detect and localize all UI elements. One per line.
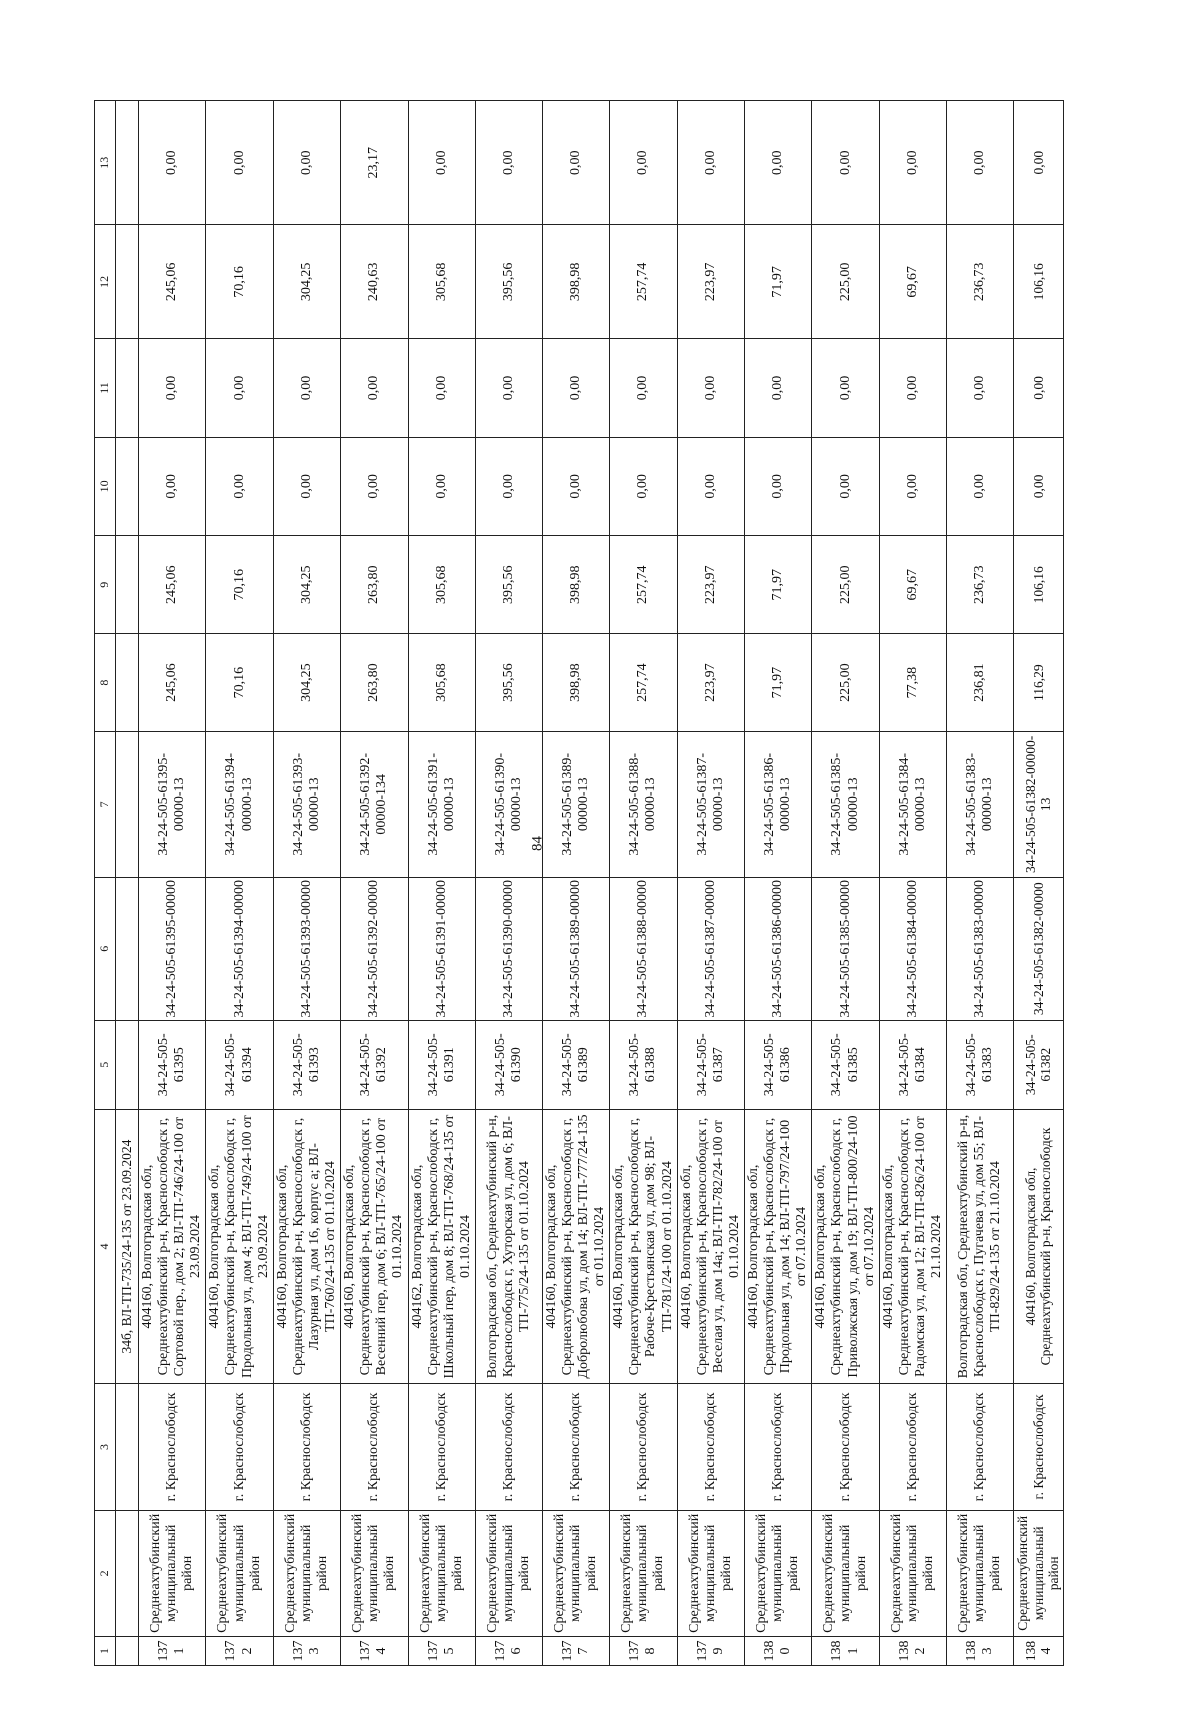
value-col-12: 236,73 bbox=[947, 225, 1014, 339]
address-cell: 404160, Волгоградская обл, Среднеахтубинский р-н, Краснослободск г, Продольная ул, дом 4; ВЛ-ТП-749/24-100 от 23.09.2024 bbox=[206, 1109, 273, 1383]
table-row bbox=[610, 101, 677, 1666]
district-cell: Среднеахтубинский муниципальный район bbox=[408, 1510, 475, 1636]
district-cell: Среднеахтубинский муниципальный район bbox=[542, 1510, 609, 1636]
value-col-9: 71,97 bbox=[745, 536, 812, 634]
table-row bbox=[1014, 101, 1064, 1666]
full-code-cell: 34-24-505-61391-00000-13 bbox=[408, 731, 475, 877]
cadastral-cell: 34-24-505-61386-00000 bbox=[745, 877, 812, 1020]
table-row bbox=[947, 101, 1014, 1666]
value-col-12: 304,25 bbox=[273, 225, 340, 339]
code-cell: 34-24-505-61395 bbox=[139, 1020, 206, 1109]
value-col-13: 0,00 bbox=[610, 101, 677, 225]
district-cell: Среднеахтубинский муниципальный район bbox=[341, 1510, 408, 1636]
row-number: 1383 bbox=[947, 1637, 1014, 1666]
data-table bbox=[94, 100, 1064, 1666]
full-code-cell: 34-24-505-61395-00000-13 bbox=[139, 731, 206, 877]
full-code-cell: 34-24-505-61382-00000-13 bbox=[1014, 731, 1064, 877]
full-code-cell: 34-24-505-61384-00000-13 bbox=[879, 731, 946, 877]
value-col-11: 0,00 bbox=[341, 339, 408, 437]
table-row bbox=[745, 101, 812, 1666]
cadastral-cell: 34-24-505-61387-00000 bbox=[677, 877, 744, 1020]
column-number-10: 10 bbox=[95, 437, 116, 535]
value-col-10: 0,00 bbox=[879, 437, 946, 535]
full-code-cell: 34-24-505-61386-00000-13 bbox=[745, 731, 812, 877]
row-number: 1372 bbox=[206, 1637, 273, 1666]
value-col-12: 69,67 bbox=[879, 225, 946, 339]
value-col-10: 0,00 bbox=[610, 437, 677, 535]
column-number-13: 13 bbox=[95, 101, 116, 225]
value-col-9: 225,00 bbox=[812, 536, 879, 634]
value-col-10: 0,00 bbox=[745, 437, 812, 535]
code-cell: 34-24-505-61389 bbox=[542, 1020, 609, 1109]
value-col-13: 0,00 bbox=[542, 101, 609, 225]
value-col-8: 398,98 bbox=[542, 634, 609, 731]
value-col-8: 395,56 bbox=[475, 634, 542, 731]
district-cell: Среднеахтубинский муниципальный район bbox=[475, 1510, 542, 1636]
value-col-12: 71,97 bbox=[745, 225, 812, 339]
code-cell: 34-24-505-61387 bbox=[677, 1020, 744, 1109]
value-col-11: 0,00 bbox=[745, 339, 812, 437]
column-number-9: 9 bbox=[95, 536, 116, 634]
table-row bbox=[677, 101, 744, 1666]
value-col-12: 225,00 bbox=[812, 225, 879, 339]
value-col-10: 0,00 bbox=[273, 437, 340, 535]
full-code-cell: 34-24-505-61392-00000-134 bbox=[341, 731, 408, 877]
code-cell: 34-24-505-61383 bbox=[947, 1020, 1014, 1109]
settlement-cell: г. Краснослободск bbox=[542, 1384, 609, 1510]
cadastral-cell: 34-24-505-61390-00000 bbox=[475, 877, 542, 1020]
address-cell: 404160, Волгоградская обл, Среднеахтубинский р-н, Краснослободск г, Приволжская ул, дом 19; ВЛ-ТП-800/24-100 от 07.10.2024 bbox=[812, 1109, 879, 1383]
value-col-11: 0,00 bbox=[677, 339, 744, 437]
value-col-8: 116,29 bbox=[1014, 634, 1064, 731]
value-col-11: 0,00 bbox=[610, 339, 677, 437]
table-row bbox=[341, 101, 408, 1666]
settlement-cell: г. Краснослободск bbox=[408, 1384, 475, 1510]
settlement-cell: г. Краснослободск bbox=[206, 1384, 273, 1510]
value-col-11: 0,00 bbox=[812, 339, 879, 437]
value-col-10: 0,00 bbox=[947, 437, 1014, 535]
value-col-9: 304,25 bbox=[273, 536, 340, 634]
column-number-12: 12 bbox=[95, 225, 116, 339]
column-number-11: 11 bbox=[95, 339, 116, 437]
full-code-cell: 34-24-505-61393-00000-13 bbox=[273, 731, 340, 877]
code-cell: 34-24-505-61388 bbox=[610, 1020, 677, 1109]
value-col-9: 398,98 bbox=[542, 536, 609, 634]
value-col-11: 0,00 bbox=[206, 339, 273, 437]
table-row bbox=[408, 101, 475, 1666]
value-col-10: 0,00 bbox=[677, 437, 744, 535]
address-cell: 404160, Волгоградская обл, Среднеахтубинский р-н, Краснослободск г, Веселая ул, дом 14а; ВЛ-ТП-782/24-100 от 01.10.2024 bbox=[677, 1109, 744, 1383]
settlement-cell: г. Краснослободск bbox=[610, 1384, 677, 1510]
value-col-12: 398,98 bbox=[542, 225, 609, 339]
value-col-8: 71,97 bbox=[745, 634, 812, 731]
code-cell: 34-24-505-61393 bbox=[273, 1020, 340, 1109]
page-number: 84 bbox=[529, 836, 546, 851]
value-col-13: 0,00 bbox=[273, 101, 340, 225]
column-number-1: 1 bbox=[95, 1637, 116, 1666]
value-col-9: 69,67 bbox=[879, 536, 946, 634]
code-cell: 34-24-505-61386 bbox=[745, 1020, 812, 1109]
value-col-13: 0,00 bbox=[879, 101, 946, 225]
code-cell: 34-24-505-61390 bbox=[475, 1020, 542, 1109]
value-col-9: 223,97 bbox=[677, 536, 744, 634]
value-col-13: 0,00 bbox=[812, 101, 879, 225]
table-row bbox=[475, 101, 542, 1666]
column-number-4: 4 bbox=[95, 1109, 116, 1383]
address-cell: 404162, Волгоградская обл, Среднеахтубинский р-н, Краснослободск г, Школьный пер, дом 8; ВЛ-ТП-768/24-135 от 01.10.2024 bbox=[408, 1109, 475, 1383]
value-col-13: 23,17 bbox=[341, 101, 408, 225]
value-col-9: 305,68 bbox=[408, 536, 475, 634]
district-cell: Среднеахтубинский муниципальный район bbox=[812, 1510, 879, 1636]
value-col-10: 0,00 bbox=[475, 437, 542, 535]
row-number: 1384 bbox=[1014, 1637, 1064, 1666]
row-number: 1373 bbox=[273, 1637, 340, 1666]
settlement-cell: г. Краснослободск bbox=[475, 1384, 542, 1510]
value-col-9: 257,74 bbox=[610, 536, 677, 634]
district-cell: Среднеахтубинский муниципальный район bbox=[273, 1510, 340, 1636]
value-col-8: 304,25 bbox=[273, 634, 340, 731]
value-col-13: 0,00 bbox=[206, 101, 273, 225]
code-cell: 34-24-505-61382 bbox=[1014, 1020, 1064, 1109]
settlement-cell: г. Краснослободск bbox=[947, 1384, 1014, 1510]
column-number-8: 8 bbox=[95, 634, 116, 731]
cadastral-cell: 34-24-505-61391-00000 bbox=[408, 877, 475, 1020]
cadastral-cell: 34-24-505-61383-00000 bbox=[947, 877, 1014, 1020]
value-col-11: 0,00 bbox=[947, 339, 1014, 437]
settlement-cell: г. Краснослободск bbox=[341, 1384, 408, 1510]
cadastral-cell: 34-24-505-61384-00000 bbox=[879, 877, 946, 1020]
value-col-8: 257,74 bbox=[610, 634, 677, 731]
value-col-13: 0,00 bbox=[475, 101, 542, 225]
full-code-cell: 34-24-505-61390-00000-13 bbox=[475, 731, 542, 877]
cadastral-cell: 34-24-505-61389-00000 bbox=[542, 877, 609, 1020]
cadastral-cell: 34-24-505-61394-00000 bbox=[206, 877, 273, 1020]
value-col-12: 106,16 bbox=[1014, 225, 1064, 339]
value-col-8: 263,80 bbox=[341, 634, 408, 731]
value-col-12: 240,63 bbox=[341, 225, 408, 339]
full-code-cell: 34-24-505-61389-00000-13 bbox=[542, 731, 609, 877]
value-col-10: 0,00 bbox=[139, 437, 206, 535]
value-col-12: 257,74 bbox=[610, 225, 677, 339]
row-number: 1381 bbox=[812, 1637, 879, 1666]
column-number-6: 6 bbox=[95, 877, 116, 1020]
value-col-10: 0,00 bbox=[812, 437, 879, 535]
table-row bbox=[542, 101, 609, 1666]
value-col-8: 70,16 bbox=[206, 634, 273, 731]
row-number: 1374 bbox=[341, 1637, 408, 1666]
address-cell: 404160, Волгоградская обл, Среднеахтубинский р-н, Краснослободск г, Радомская ул, дом 12; ВЛ-ТП-826/24-100 от 21.10.2024 bbox=[879, 1109, 946, 1383]
address-cell: 404160, Волгоградская обл, Среднеахтубинский р-н, Краснослободск г, Добролюбова ул, дом 14; ВЛ-ТП-777/24-135 от 01.10.2024 bbox=[542, 1109, 609, 1383]
district-cell: Среднеахтубинский муниципальный район bbox=[139, 1510, 206, 1636]
cadastral-cell: 34-24-505-61382-00000 bbox=[1014, 877, 1064, 1020]
settlement-cell: г. Краснослободск bbox=[273, 1384, 340, 1510]
value-col-11: 0,00 bbox=[408, 339, 475, 437]
settlement-cell: г. Краснослободск bbox=[812, 1384, 879, 1510]
value-col-9: 263,80 bbox=[341, 536, 408, 634]
district-cell: Среднеахтубинский муниципальный район bbox=[947, 1510, 1014, 1636]
rotated-table-container bbox=[94, 100, 1134, 1666]
table-row bbox=[273, 101, 340, 1666]
value-col-8: 223,97 bbox=[677, 634, 744, 731]
row-number: 1371 bbox=[139, 1637, 206, 1666]
address-cell: 404160, Волгоградская обл, Среднеахтубинский р-н, Краснослободск bbox=[1014, 1109, 1064, 1383]
full-code-cell: 34-24-505-61385-00000-13 bbox=[812, 731, 879, 877]
value-col-10: 0,00 bbox=[408, 437, 475, 535]
district-cell: Среднеахтубинский муниципальный район bbox=[1014, 1510, 1064, 1636]
cadastral-cell: 34-24-505-61392-00000 bbox=[341, 877, 408, 1020]
row-number: 1379 bbox=[677, 1637, 744, 1666]
column-number-row bbox=[95, 101, 116, 1666]
address-cell: 404160, Волгоградская обл, Среднеахтубинский р-н, Краснослободск г, Сортовой пер., дом 2; ВЛ-ТП-746/24-100 от 23.09.2024 bbox=[139, 1109, 206, 1383]
district-cell: Среднеахтубинский муниципальный район bbox=[677, 1510, 744, 1636]
column-number-2: 2 bbox=[95, 1510, 116, 1636]
value-col-10: 0,00 bbox=[1014, 437, 1064, 535]
cadastral-cell: 34-24-505-61388-00000 bbox=[610, 877, 677, 1020]
value-col-12: 395,56 bbox=[475, 225, 542, 339]
full-code-cell: 34-24-505-61388-00000-13 bbox=[610, 731, 677, 877]
value-col-10: 0,00 bbox=[341, 437, 408, 535]
address-cell: 404160, Волгоградская обл, Среднеахтубинский р-н, Краснослободск г, Продольная ул, дом 14; ВЛ-ТП-797/24-100 от 07.10.2024 bbox=[745, 1109, 812, 1383]
row-number: 1378 bbox=[610, 1637, 677, 1666]
value-col-13: 0,00 bbox=[1014, 101, 1064, 225]
column-number-3: 3 bbox=[95, 1384, 116, 1510]
row-number: 1377 bbox=[542, 1637, 609, 1666]
value-col-10: 0,00 bbox=[542, 437, 609, 535]
value-col-8: 245,06 bbox=[139, 634, 206, 731]
value-col-9: 236,73 bbox=[947, 536, 1014, 634]
code-cell: 34-24-505-61392 bbox=[341, 1020, 408, 1109]
full-code-cell: 34-24-505-61387-00000-13 bbox=[677, 731, 744, 877]
value-col-12: 245,06 bbox=[139, 225, 206, 339]
row-number: 1376 bbox=[475, 1637, 542, 1666]
value-col-8: 305,68 bbox=[408, 634, 475, 731]
settlement-cell: г. Краснослободск bbox=[745, 1384, 812, 1510]
address-cell: Волгоградская обл, Среднеахтубинский р-н, Краснослободск г, Хуторская ул, дом 6; ВЛ-ТП-775/24-135 от 01.10.2024 bbox=[475, 1109, 542, 1383]
column-number-7: 7 bbox=[95, 731, 116, 877]
row-number: 1380 bbox=[745, 1637, 812, 1666]
value-col-13: 0,00 bbox=[745, 101, 812, 225]
value-col-9: 245,06 bbox=[139, 536, 206, 634]
district-cell: Среднеахтубинский муниципальный район bbox=[745, 1510, 812, 1636]
district-cell: Среднеахтубинский муниципальный район bbox=[206, 1510, 273, 1636]
value-col-9: 106,16 bbox=[1014, 536, 1064, 634]
value-col-11: 0,00 bbox=[879, 339, 946, 437]
value-col-8: 77,38 bbox=[879, 634, 946, 731]
settlement-cell: г. Краснослободск bbox=[677, 1384, 744, 1510]
row-number: 1375 bbox=[408, 1637, 475, 1666]
table-row bbox=[139, 101, 206, 1666]
table-row bbox=[879, 101, 946, 1666]
code-cell: 34-24-505-61384 bbox=[879, 1020, 946, 1109]
value-col-12: 70,16 bbox=[206, 225, 273, 339]
settlement-cell: г. Краснослободск bbox=[879, 1384, 946, 1510]
previous-row-address-tail: 34б, ВЛ-ТП-735/24-135 от 23.09.2024 bbox=[116, 1109, 139, 1383]
value-col-11: 0,00 bbox=[1014, 339, 1064, 437]
value-col-11: 0,00 bbox=[273, 339, 340, 437]
code-cell: 34-24-505-61391 bbox=[408, 1020, 475, 1109]
cadastral-cell: 34-24-505-61393-00000 bbox=[273, 877, 340, 1020]
district-cell: Среднеахтубинский муниципальный район bbox=[879, 1510, 946, 1636]
value-col-11: 0,00 bbox=[475, 339, 542, 437]
cadastral-cell: 34-24-505-61395-00000 bbox=[139, 877, 206, 1020]
full-code-cell: 34-24-505-61394-00000-13 bbox=[206, 731, 273, 877]
row-number: 1382 bbox=[879, 1637, 946, 1666]
column-number-5: 5 bbox=[95, 1020, 116, 1109]
previous-row-tail bbox=[116, 101, 139, 1666]
address-cell: 404160, Волгоградская обл, Среднеахтубинский р-н, Краснослободск г, Весенний пер, дом 6; ВЛ-ТП-765/24-100 от 01.10.2024 bbox=[341, 1109, 408, 1383]
value-col-13: 0,00 bbox=[139, 101, 206, 225]
value-col-9: 70,16 bbox=[206, 536, 273, 634]
address-cell: Волгоградская обл, Среднеахтубинский р-н, Краснослободск г, Пугачева ул, дом 55; ВЛ-ТП-829/24-135 от 21.10.2024 bbox=[947, 1109, 1014, 1383]
cadastral-cell: 34-24-505-61385-00000 bbox=[812, 877, 879, 1020]
district-cell: Среднеахтубинский муниципальный район bbox=[610, 1510, 677, 1636]
value-col-9: 395,56 bbox=[475, 536, 542, 634]
value-col-13: 0,00 bbox=[408, 101, 475, 225]
code-cell: 34-24-505-61385 bbox=[812, 1020, 879, 1109]
code-cell: 34-24-505-61394 bbox=[206, 1020, 273, 1109]
value-col-13: 0,00 bbox=[677, 101, 744, 225]
value-col-12: 305,68 bbox=[408, 225, 475, 339]
address-cell: 404160, Волгоградская обл, Среднеахтубинский р-н, Краснослободск г, Рабоче-Крестьянская ул, дом 98; ВЛ-ТП-781/24-100 от 01.10.2024 bbox=[610, 1109, 677, 1383]
address-cell: 404160, Волгоградская обл, Среднеахтубинский р-н, Краснослободск г, Лазурная ул, дом 16, корпус а; ВЛ-ТП-760/24-135 от 01.10.2024 bbox=[273, 1109, 340, 1383]
value-col-11: 0,00 bbox=[139, 339, 206, 437]
value-col-12: 223,97 bbox=[677, 225, 744, 339]
value-col-8: 225,00 bbox=[812, 634, 879, 731]
settlement-cell: г. Краснослободск bbox=[139, 1384, 206, 1510]
value-col-8: 236,81 bbox=[947, 634, 1014, 731]
full-code-cell: 34-24-505-61383-00000-13 bbox=[947, 731, 1014, 877]
value-col-11: 0,00 bbox=[542, 339, 609, 437]
table-row bbox=[812, 101, 879, 1666]
value-col-10: 0,00 bbox=[206, 437, 273, 535]
value-col-13: 0,00 bbox=[947, 101, 1014, 225]
table-row bbox=[206, 101, 273, 1666]
settlement-cell: г. Краснослободск bbox=[1014, 1384, 1064, 1510]
